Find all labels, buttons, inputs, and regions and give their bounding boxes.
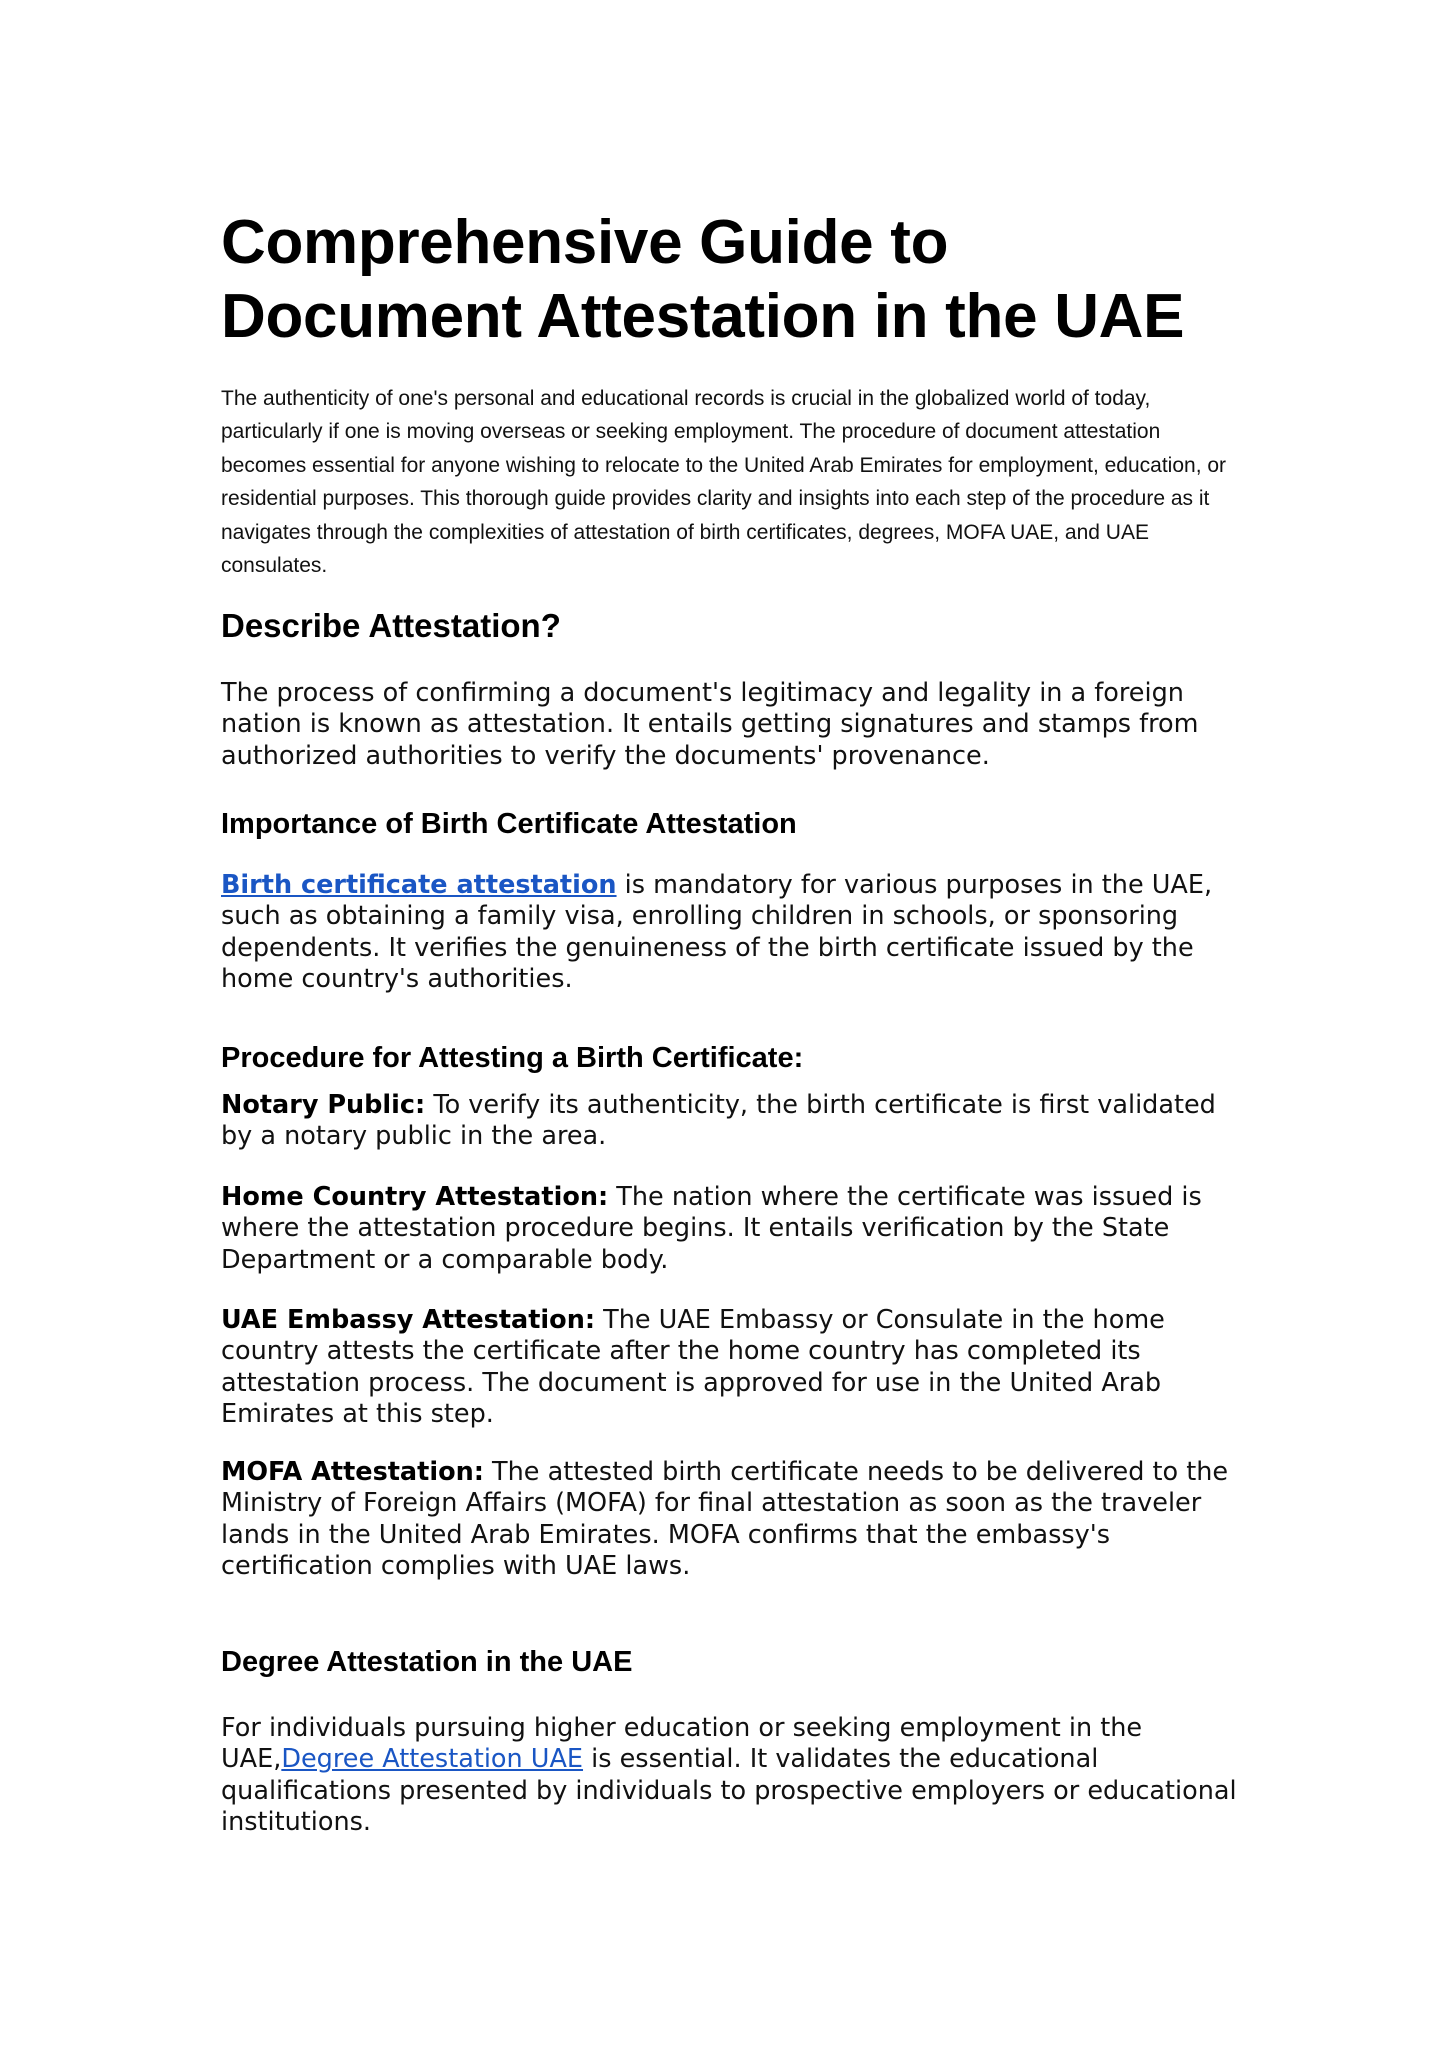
step-text: The UAE Embassy or Consulate in the home country attests the certificate after the home country has completed its attestation process. The document is approved for use in the United Arab Emirates at this step. <box>221 1305 1165 1429</box>
describe-heading: Describe Attestation? <box>221 607 561 644</box>
procedure-step <box>221 1305 1251 1430</box>
describe-paragraph: The process of confirming a document's legitimacy and legality in a foreign nation is known as attestation. It entails getting signatures and stamps from authorized authorities to verify the documents' provenance. <box>221 678 1199 771</box>
degree-body-before: For individuals pursuing higher education or seeking employment in the UAE, <box>221 1713 1143 1775</box>
importance-heading: Importance of Birth Certificate Attestation <box>221 808 797 840</box>
step-label: Home Country Attestation: <box>221 1182 609 1212</box>
intro-paragraph: The authenticity of one's personal and educational records is crucial in the globalized world of today, particularly if one is moving overseas or seeking employment. The procedure of document attestation becomes essential for anyone wishing to relocate to the United Arab Emirates for employment, education, or residential purposes. This thorough guide provides clarity and insights into each step of the procedure as it navigates through the complexities of attestation of birth certificates, degrees, MOFA UAE, and UAE consulates. <box>221 387 1227 578</box>
step-text: To verify its authenticity, the birth certificate is first validated by a notary public in the area. <box>221 1090 1216 1152</box>
procedure-step <box>221 1090 1251 1153</box>
birth-certificate-attestation-link[interactable]: Birth certificate attestation <box>221 870 617 900</box>
procedure-heading: Procedure for Attesting a Birth Certificate: <box>221 1042 804 1074</box>
degree-paragraph <box>221 1713 1251 1838</box>
step-text: The attested birth certificate needs to be delivered to the Ministry of Foreign Affairs (MOFA) for final attestation as soon as the traveler lands in the United Arab Emirates. MOFA confirms that the embassy's certification complies with UAE laws. <box>221 1457 1229 1581</box>
degree-heading: Degree Attestation in the UAE <box>221 1646 633 1678</box>
step-label: Notary Public: <box>221 1090 426 1120</box>
degree-body-after: is essential. It validates the educational qualifications presented by individuals to prospective employers or educational institutions. <box>221 1744 1237 1837</box>
degree-attestation-link[interactable]: Degree Attestation UAE <box>281 1744 584 1775</box>
step-label: MOFA Attestation: <box>221 1457 484 1487</box>
importance-paragraph <box>221 870 1251 995</box>
procedure-step <box>221 1457 1251 1582</box>
importance-body: is mandatory for various purposes in the UAE, such as obtaining a family visa, enrolling children in schools, or sponsoring dependents. It verifies the genuineness of the birth certificate issued by the home country's authorities. <box>221 870 1213 994</box>
procedure-step <box>221 1182 1251 1276</box>
page-title: Comprehensive Guide to Document Attestation in the UAE <box>221 208 1185 351</box>
step-label: UAE Embassy Attestation: <box>221 1305 596 1335</box>
step-text: The nation where the certificate was issued is where the attestation procedure begins. It entails verification by the State Department or a comparable body. <box>221 1182 1202 1275</box>
